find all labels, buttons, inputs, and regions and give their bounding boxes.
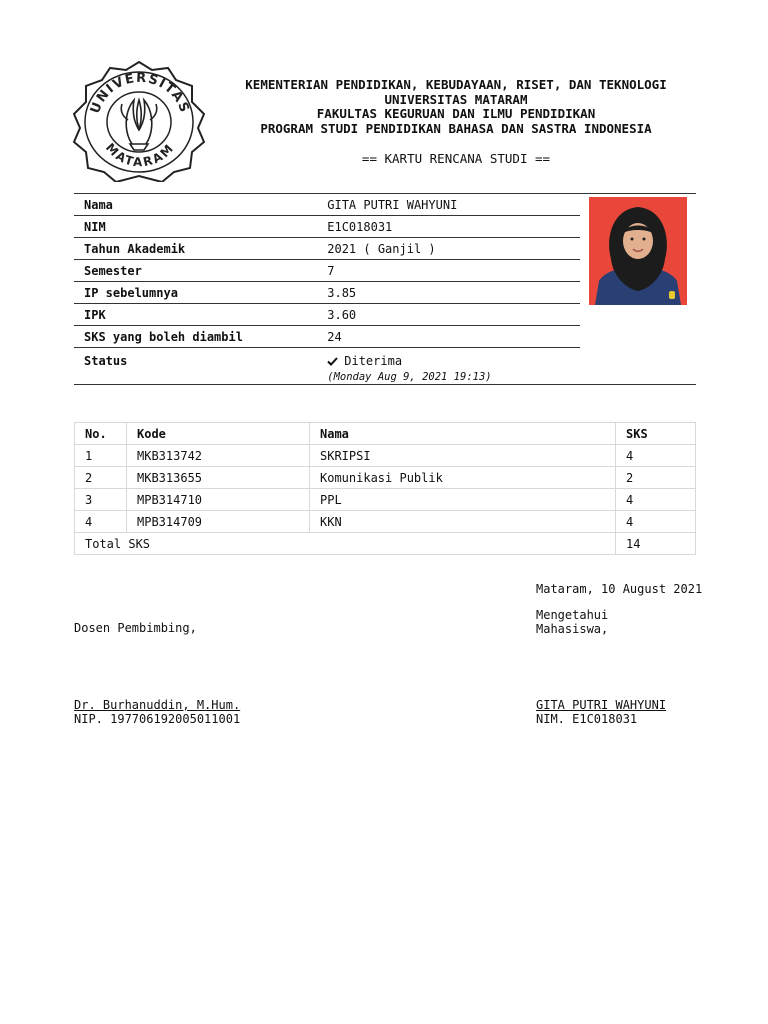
col-header-no: No. [75, 423, 127, 445]
student-info-table [74, 194, 580, 383]
student-signature-title [536, 609, 608, 636]
info-label: IPK [74, 304, 317, 326]
document-header [214, 78, 698, 166]
info-value: 3.60 [317, 304, 580, 326]
course-code: MPB314709 [127, 511, 310, 533]
info-row-semester [74, 260, 580, 282]
ministry-name: KEMENTERIAN PENDIDIKAN, KEBUDAYAAN, RISET, DAN TEKNOLOGI [245, 77, 667, 92]
document-title: == KARTU RENCANA STUDI == [361, 151, 551, 167]
program-name: PROGRAM STUDI PENDIDIKAN BAHASA DAN SASTRA INDONESIA [260, 120, 652, 136]
info-label: Nama [74, 194, 317, 216]
university-name: UNIVERSITAS MATARAM [384, 91, 528, 107]
student-name: GITA PUTRI WAHYUNI [536, 698, 667, 712]
info-row-ipk [74, 304, 580, 326]
course-sks: 2 [616, 467, 696, 489]
course-name: KKN [310, 511, 616, 533]
student-nim: NIM. E1C018031 [536, 711, 638, 726]
col-header-sks: SKS [616, 423, 696, 445]
total-sks-value: 14 [616, 533, 696, 555]
info-row-tahun-akademik [74, 238, 580, 260]
course-no: 1 [75, 445, 127, 467]
logo-top-text: UNIVERSITAS [88, 70, 192, 116]
info-row-ip-sebelumnya [74, 282, 580, 304]
info-row-status [74, 348, 580, 384]
info-label: IP sebelumnya [74, 282, 317, 304]
table-row [75, 511, 696, 533]
acknowledge-label: Mengetahui [536, 608, 609, 622]
course-no: 4 [75, 511, 127, 533]
course-name: PPL [310, 489, 616, 511]
status-value: Diterima [344, 354, 403, 368]
course-table-header [75, 423, 696, 445]
info-value: GITA PUTRI WAHYUNI [317, 194, 580, 216]
table-row [75, 489, 696, 511]
info-label: Status [84, 354, 128, 368]
advisor-nip: NIP. 197706192005011001 [74, 711, 241, 726]
course-no: 3 [75, 489, 127, 511]
info-row-nama [74, 194, 580, 216]
course-sks: 4 [616, 511, 696, 533]
course-sks: 4 [616, 445, 696, 467]
status-cell [317, 348, 580, 384]
info-value: 7 [317, 260, 580, 282]
student-info-section [74, 193, 696, 385]
course-code: MKB313655 [127, 467, 310, 489]
status-timestamp: (Monday Aug 9, 2021 19:13) [327, 371, 492, 383]
info-value: E1C018031 [317, 216, 580, 238]
total-sks-label: Total SKS [75, 533, 616, 555]
logo-bottom-text: MATARAM [102, 140, 178, 170]
place-date: Mataram, 10 August 2021 [536, 582, 703, 596]
table-row [75, 445, 696, 467]
info-label: NIM [74, 216, 317, 238]
course-sks: 4 [616, 489, 696, 511]
table-row [75, 467, 696, 489]
total-row [75, 533, 696, 555]
course-code: MPB314710 [127, 489, 310, 511]
course-table [74, 422, 696, 555]
info-value: 24 [317, 326, 580, 348]
course-no: 2 [75, 467, 127, 489]
info-row-sks-allowed [74, 326, 580, 348]
student-signature-block [536, 699, 666, 726]
check-icon [327, 357, 338, 366]
course-code: MKB313742 [127, 445, 310, 467]
university-logo [72, 60, 206, 182]
course-name: SKRIPSI [310, 445, 616, 467]
info-label: SKS yang boleh diambil [74, 326, 317, 348]
col-header-nama: Nama [310, 423, 616, 445]
advisor-name: Dr. Burhanuddin, M.Hum. [74, 698, 241, 712]
student-photo [589, 197, 687, 305]
info-row-nim [74, 216, 580, 238]
advisor-signature-title: Dosen Pembimbing, [74, 621, 197, 635]
info-label: Semester [74, 260, 317, 282]
col-header-kode: Kode [127, 423, 310, 445]
student-role-label: Mahasiswa, [536, 621, 609, 636]
info-label: Tahun Akademik [74, 238, 317, 260]
faculty-name: FAKULTAS KEGURUAN DAN ILMU PENDIDIKAN [316, 106, 596, 122]
advisor-signature-block [74, 699, 240, 726]
course-name: Komunikasi Publik [310, 467, 616, 489]
info-value: 2021 ( Ganjil ) [317, 238, 580, 260]
info-value: 3.85 [317, 282, 580, 304]
